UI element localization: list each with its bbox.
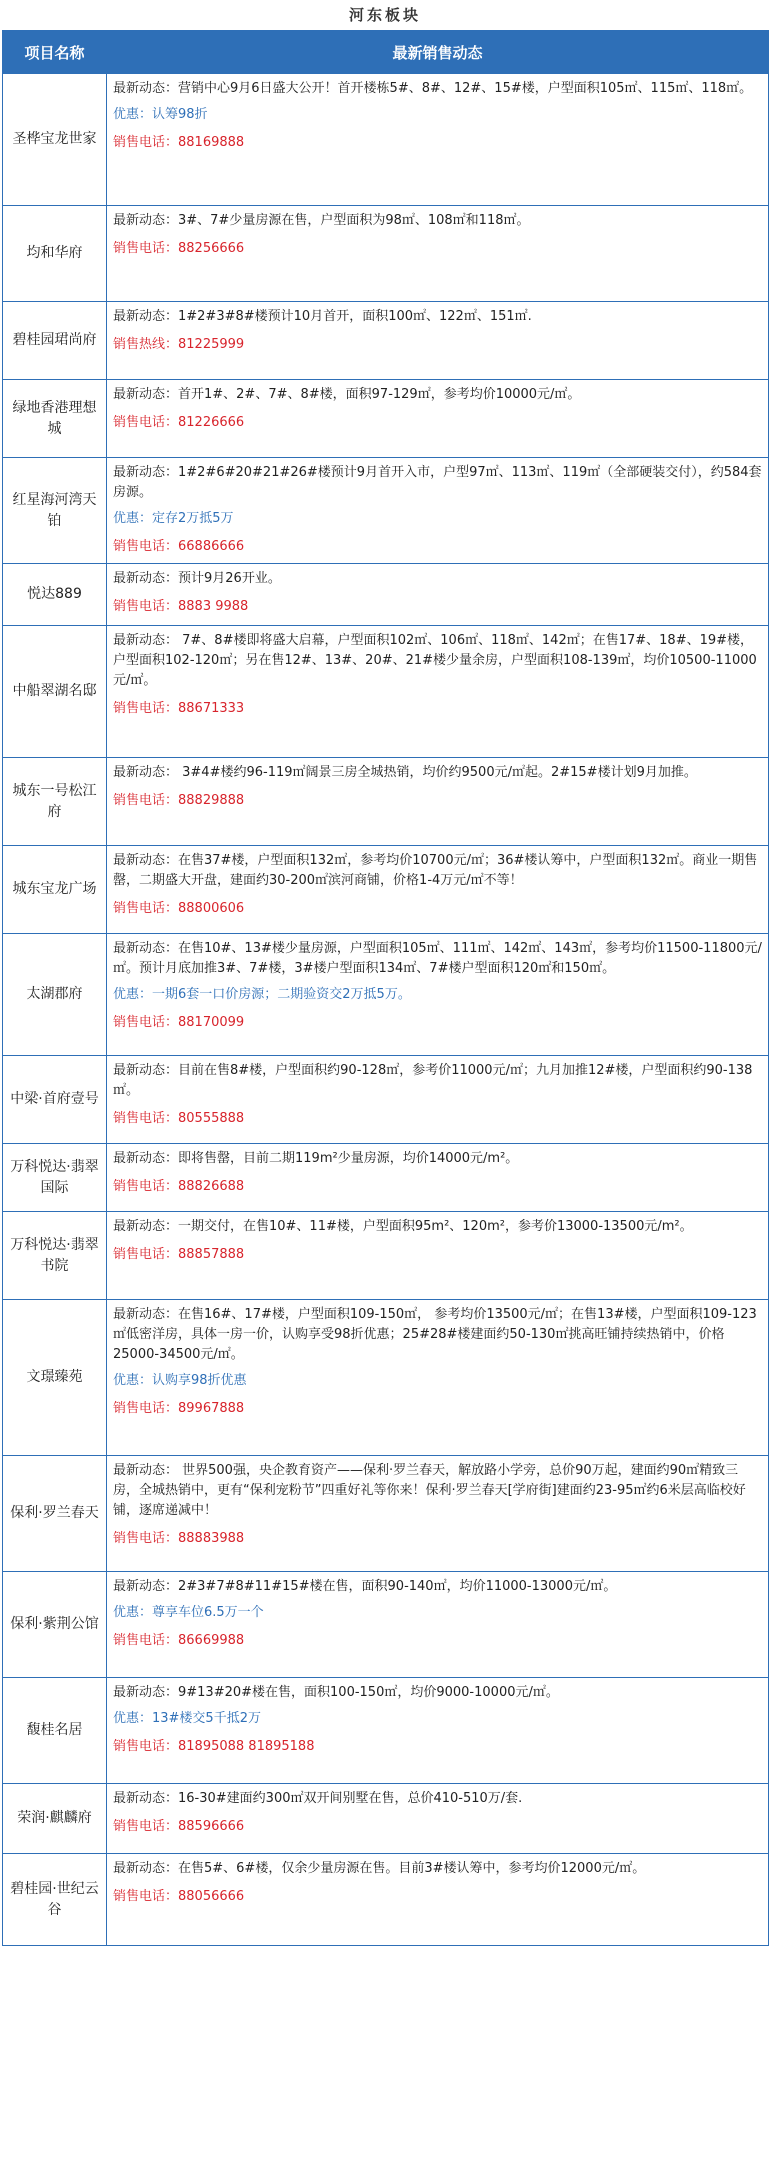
sales-phone: 销售电话：88829888 bbox=[113, 793, 245, 808]
table-row bbox=[3, 1056, 769, 1144]
latest-trend: 最新动态：首开1#、2#、7#、8#楼，面积97-129㎡，参考均价10000元/㎡。 bbox=[113, 387, 581, 402]
sales-phone: 销售电话：8883 9988 bbox=[113, 599, 249, 614]
sales-info bbox=[107, 1144, 769, 1212]
sales-phone: 销售电话：81895088 81895188 bbox=[113, 1739, 315, 1754]
sales-phone: 销售电话：81226666 bbox=[113, 415, 245, 430]
table-row bbox=[3, 758, 769, 846]
project-name: 碧桂园珺尚府 bbox=[3, 302, 107, 380]
sales-info bbox=[107, 380, 769, 458]
promotion-text: 优惠：定存2万抵5万 bbox=[113, 511, 234, 526]
project-name: 绿地香港理想城 bbox=[3, 380, 107, 458]
sales-info bbox=[107, 74, 769, 206]
latest-trend: 最新动态： 世界500强，央企教育资产——保利·罗兰春天，解放路小学旁，总价90万起，建面约90㎡精致三房，全城热销中，更有“保利宠粉节”四重好礼等你来！保利·罗兰春天[学府街]建面约23-95㎡约6米层高临校好铺，逐席递减中！ bbox=[113, 1463, 746, 1518]
project-name: 均和华府 bbox=[3, 206, 107, 302]
latest-trend: 最新动态：在售5#、6#楼，仅余少量房源在售。目前3#楼认筹中，参考均价12000元/㎡。 bbox=[113, 1861, 646, 1876]
latest-trend: 最新动态：预计9月26开业。 bbox=[113, 571, 281, 586]
sales-phone: 销售电话：86669988 bbox=[113, 1633, 245, 1648]
sales-phone: 销售电话：89967888 bbox=[113, 1401, 245, 1416]
project-name: 城东一号松江府 bbox=[3, 758, 107, 846]
sales-phone: 销售电话：88256666 bbox=[113, 241, 245, 256]
table-row bbox=[3, 1784, 769, 1854]
sales-info bbox=[107, 626, 769, 758]
table-row bbox=[3, 626, 769, 758]
sales-info bbox=[107, 302, 769, 380]
table-row bbox=[3, 846, 769, 934]
latest-trend: 最新动态：即将售罄，目前二期119m²少量房源，均价14000元/m²。 bbox=[113, 1151, 519, 1166]
sales-info bbox=[107, 1456, 769, 1572]
latest-trend: 最新动态：16-30#建面约300㎡双开间别墅在售，总价410-510万/套. bbox=[113, 1791, 523, 1806]
sales-info bbox=[107, 934, 769, 1056]
sales-info bbox=[107, 758, 769, 846]
sales-info bbox=[107, 1854, 769, 1946]
sales-phone: 销售电话：88857888 bbox=[113, 1247, 245, 1262]
project-name: 太湖郡府 bbox=[3, 934, 107, 1056]
project-name: 中船翠湖名邸 bbox=[3, 626, 107, 758]
project-name: 万科悦达·翡翠国际 bbox=[3, 1144, 107, 1212]
sales-phone: 销售热线：81225999 bbox=[113, 337, 245, 352]
latest-trend: 最新动态：2#3#7#8#11#15#楼在售，面积90-140㎡，均价11000-13000元/㎡。 bbox=[113, 1579, 617, 1594]
sales-phone: 销售电话：66886666 bbox=[113, 539, 245, 554]
sales-info bbox=[107, 564, 769, 626]
project-name: 碧桂园·世纪云谷 bbox=[3, 1854, 107, 1946]
promotion-text: 优惠：认筹98折 bbox=[113, 107, 208, 122]
latest-trend: 最新动态： 7#、8#楼即将盛大启幕，户型面积102㎡、106㎡、118㎡、142㎡；在售17#、18#、19#楼，户型面积102-120㎡；另在售12#、13#、20#、21#楼少量余房，户型面积108-139㎡，均价10500-11000元/㎡。 bbox=[113, 633, 757, 688]
sales-info bbox=[107, 1212, 769, 1300]
table-row bbox=[3, 302, 769, 380]
latest-trend: 最新动态：9#13#20#楼在售，面积100-150㎡，均价9000-10000元/㎡。 bbox=[113, 1685, 559, 1700]
sales-info bbox=[107, 1300, 769, 1456]
latest-trend: 最新动态：1#2#3#8#楼预计10月首开，面积100㎡、122㎡、151㎡. bbox=[113, 309, 532, 324]
sales-phone: 销售电话：88800606 bbox=[113, 901, 245, 916]
promotion-text: 优惠：认购享98折优惠 bbox=[113, 1373, 247, 1388]
project-name: 荣润·麒麟府 bbox=[3, 1784, 107, 1854]
table-row bbox=[3, 1300, 769, 1456]
project-name: 万科悦达·翡翠书院 bbox=[3, 1212, 107, 1300]
promotion-text: 优惠：13#楼交5千抵2万 bbox=[113, 1711, 261, 1726]
project-name: 保利·罗兰春天 bbox=[3, 1456, 107, 1572]
table-row bbox=[3, 1678, 769, 1784]
latest-trend: 最新动态：3#、7#少量房源在售，户型面积为98㎡、108㎡和118㎡。 bbox=[113, 213, 530, 228]
project-name: 中梁·首府壹号 bbox=[3, 1056, 107, 1144]
latest-trend: 最新动态：1#2#6#20#21#26#楼预计9月首开入市，户型97㎡、113㎡、119㎡（全部硬装交付），约584套房源。 bbox=[113, 465, 762, 500]
table-row bbox=[3, 564, 769, 626]
table-row bbox=[3, 380, 769, 458]
sales-info bbox=[107, 1678, 769, 1784]
sales-phone: 销售电话：88056666 bbox=[113, 1889, 245, 1904]
sales-info bbox=[107, 1784, 769, 1854]
sales-phone: 销售电话：88826688 bbox=[113, 1179, 245, 1194]
column-header-latest-sales: 最新销售动态 bbox=[107, 31, 769, 74]
latest-trend: 最新动态：在售10#、13#楼少量房源，户型面积105㎡、111㎡、142㎡、143㎡，参考均价11500-11800元/㎡。预计月底加推3#、7#楼，3#楼户型面积134㎡、7#楼户型面积120㎡和150㎡。 bbox=[113, 941, 762, 976]
promotion-text: 优惠：一期6套一口价房源；二期验资交2万抵5万。 bbox=[113, 987, 411, 1002]
table-row bbox=[3, 1572, 769, 1678]
sales-phone: 销售电话：80555888 bbox=[113, 1111, 245, 1126]
project-name: 馥桂名居 bbox=[3, 1678, 107, 1784]
sales-info bbox=[107, 1056, 769, 1144]
project-name: 悦达889 bbox=[3, 564, 107, 626]
sales-phone: 销售电话：88883988 bbox=[113, 1531, 245, 1546]
table-row bbox=[3, 74, 769, 206]
table-header-row bbox=[3, 31, 769, 74]
sales-phone: 销售电话：88170099 bbox=[113, 1015, 245, 1030]
column-header-project-name: 项目名称 bbox=[3, 31, 107, 74]
project-name: 保利·紫荆公馆 bbox=[3, 1572, 107, 1678]
latest-trend: 最新动态：在售37#楼，户型面积132㎡，参考均价10700元/㎡；36#楼认筹中，户型面积132㎡。商业一期售罄，二期盛大开盘，建面约30-200㎡滨河商铺，价格1-4万元/㎡不等！ bbox=[113, 853, 758, 888]
sales-phone: 销售电话：88169888 bbox=[113, 135, 245, 150]
latest-trend: 最新动态：目前在售8#楼，户型面积约90-128㎡，参考价11000元/㎡；九月加推12#楼，户型面积约90-138㎡。 bbox=[113, 1063, 753, 1098]
sales-info bbox=[107, 1572, 769, 1678]
sales-phone: 销售电话：88671333 bbox=[113, 701, 245, 716]
table-row bbox=[3, 1854, 769, 1946]
latest-trend: 最新动态：在售16#、17#楼，户型面积109-150㎡， 参考均价13500元/㎡；在售13#楼，户型面积109-123㎡低密洋房，具体一房一价，认购享受98折优惠；25#28#楼建面约50-130㎡挑高旺铺持续热销中，价格25000-34500元/㎡。 bbox=[113, 1307, 757, 1362]
project-name: 城东宝龙广场 bbox=[3, 846, 107, 934]
project-name: 圣桦宝龙世家 bbox=[3, 74, 107, 206]
latest-trend: 最新动态：一期交付，在售10#、11#楼，户型面积95m²、120m²，参考价13000-13500元/m²。 bbox=[113, 1219, 693, 1234]
project-name: 文璟臻苑 bbox=[3, 1300, 107, 1456]
project-name: 红星海河湾天铂 bbox=[3, 458, 107, 564]
latest-trend: 最新动态： 3#4#楼约96-119㎡阔景三房全城热销，均价约9500元/㎡起。2#15#楼计划9月加推。 bbox=[113, 765, 697, 780]
page-title: 河东板块 bbox=[348, 6, 421, 24]
project-table bbox=[2, 30, 769, 1946]
table-row bbox=[3, 206, 769, 302]
table-row bbox=[3, 1456, 769, 1572]
latest-trend: 最新动态：营销中心9月6日盛大公开！首开楼栋5#、8#、12#、15#楼，户型面积105㎡、115㎡、118㎡。 bbox=[113, 81, 753, 96]
sales-info bbox=[107, 458, 769, 564]
sales-info bbox=[107, 846, 769, 934]
table-row bbox=[3, 1144, 769, 1212]
table-row bbox=[3, 934, 769, 1056]
table-row bbox=[3, 1212, 769, 1300]
sales-info bbox=[107, 206, 769, 302]
sales-phone: 销售电话：88596666 bbox=[113, 1819, 245, 1834]
table-row bbox=[3, 458, 769, 564]
promotion-text: 优惠：尊享车位6.5万一个 bbox=[113, 1605, 264, 1620]
